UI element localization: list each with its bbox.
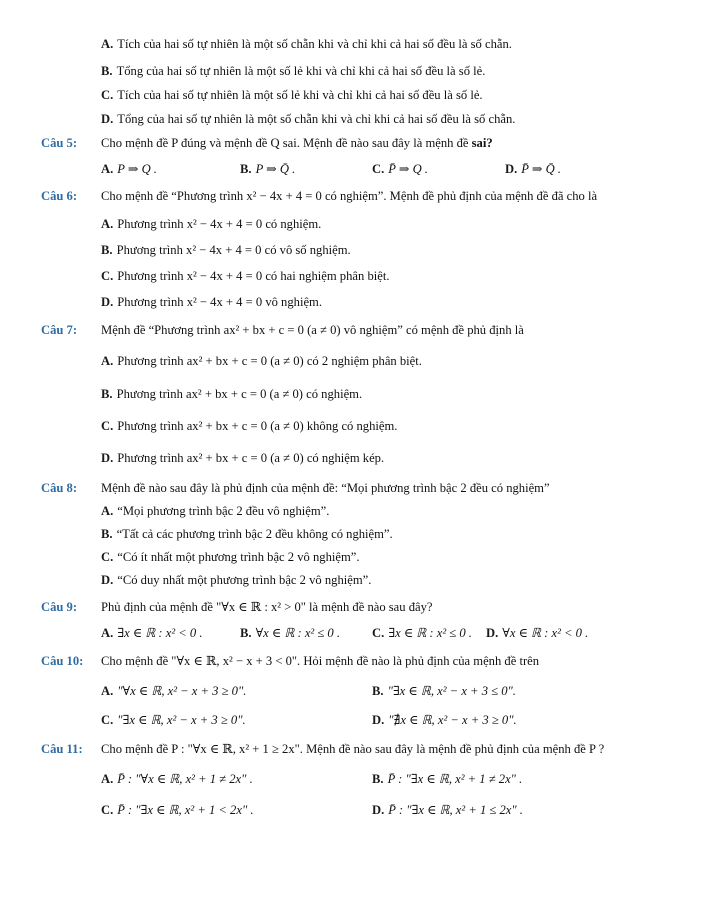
option-label: C. <box>101 803 114 817</box>
q9-option-c[interactable] <box>372 625 472 641</box>
option-text: "∀x ∈ ℝ, x² − x + 3 ≥ 0". <box>117 684 247 698</box>
q9-text: Phủ định của mệnh đề "∀x ∈ ℝ : x² > 0" là mệnh đề nào sau đây? <box>101 600 433 614</box>
q10-option-c[interactable] <box>101 712 246 728</box>
option-label: A. <box>101 354 114 368</box>
q8-option-b[interactable] <box>101 526 393 542</box>
option-label: B. <box>240 626 252 640</box>
q11-option-b[interactable] <box>372 771 522 787</box>
q11-option-d[interactable] <box>372 802 523 818</box>
option-text: Tổng của hai số tự nhiên là một số lẻ khi và chỉ khi cả hai số đều là số lẻ. <box>116 64 486 78</box>
option-label: C. <box>101 713 114 727</box>
option-text: "∄x ∈ ℝ, x² − x + 3 ≥ 0". <box>388 713 517 727</box>
option-label: B. <box>101 527 113 541</box>
option-label: D. <box>372 803 385 817</box>
q8-option-a[interactable] <box>101 503 329 519</box>
option-label: C. <box>101 419 114 433</box>
option-label: A. <box>101 772 114 786</box>
option-label: D. <box>505 162 518 176</box>
option-label: D. <box>101 112 114 126</box>
option-label: B. <box>101 387 113 401</box>
q6-option-b[interactable] <box>101 242 351 258</box>
q5-stem: Cho mệnh đề P đúng và mệnh đề Q sai. Mệnh đề nào sau đây là mệnh đề <box>101 136 469 150</box>
option-text: Phương trình x² − 4x + 4 = 0 có nghiệm. <box>117 217 322 231</box>
option-text: Phương trình ax² + bx + c = 0 (a ≠ 0) không có nghiệm. <box>117 419 398 433</box>
option-label: C. <box>101 88 114 102</box>
option-text: “Có ít nhất một phương trình bậc 2 vô nghiệm”. <box>117 550 360 564</box>
option-label: D. <box>101 295 114 309</box>
option-text: P̄ : "∃x ∈ ℝ, x² + 1 < 2x" . <box>117 803 254 817</box>
option-label: D. <box>101 451 114 465</box>
option-label: C. <box>101 550 114 564</box>
option-text: “Mọi phương trình bậc 2 đều vô nghiệm”. <box>117 504 330 518</box>
option-text: P̄ ⇒ Q . <box>388 162 428 176</box>
option-text: ∃x ∈ ℝ : x² ≤ 0 . <box>388 626 472 640</box>
option-text: Tích của hai số tự nhiên là một số lẻ khi và chỉ khi cả hai số đều là số lẻ. <box>117 88 483 102</box>
q7-option-b[interactable] <box>101 386 362 402</box>
option-label: B. <box>372 772 384 786</box>
option-text: Phương trình ax² + bx + c = 0 (a ≠ 0) có 2 nghiệm phân biệt. <box>117 354 422 368</box>
q7-option-a[interactable] <box>101 353 422 369</box>
option-text: P ⇒ Q̄ . <box>255 162 296 176</box>
q6-text: Cho mệnh đề “Phương trình x² − 4x + 4 = 0 có nghiệm”. Mệnh đề phủ định của mệnh đề đã cho là <box>101 189 598 203</box>
option-label: D. <box>372 713 385 727</box>
option-label: B. <box>101 64 113 78</box>
option-text: Phương trình ax² + bx + c = 0 (a ≠ 0) có nghiệm. <box>116 387 363 401</box>
prev-option-a <box>101 36 512 52</box>
option-label: C. <box>101 269 114 283</box>
option-text: P̄ : "∃x ∈ ℝ, x² + 1 ≠ 2x" . <box>387 772 523 786</box>
option-label: A. <box>101 162 114 176</box>
q11-label: Câu 11: <box>41 742 83 756</box>
option-label: A. <box>101 504 114 518</box>
prev-option-b <box>101 63 485 79</box>
q9-option-b[interactable] <box>240 625 340 641</box>
q5-option-b[interactable] <box>240 161 295 177</box>
option-label: D. <box>101 573 114 587</box>
q6-option-d[interactable] <box>101 294 322 310</box>
q7-option-d[interactable] <box>101 450 384 466</box>
q8-text: Mệnh đề nào sau đây là phủ định của mệnh đề: “Mọi phương trình bậc 2 đều có nghiệm” <box>101 481 550 495</box>
option-text: "∃x ∈ ℝ, x² − x + 3 ≥ 0". <box>117 713 246 727</box>
option-label: A. <box>101 37 114 51</box>
option-text: P̄ : "∃x ∈ ℝ, x² + 1 ≤ 2x" . <box>388 803 523 817</box>
option-text: "∃x ∈ ℝ, x² − x + 3 ≤ 0". <box>387 684 516 698</box>
q6-option-a[interactable] <box>101 216 321 232</box>
option-text: Phương trình ax² + bx + c = 0 (a ≠ 0) có nghiệm kép. <box>117 451 385 465</box>
option-label: B. <box>240 162 252 176</box>
q5-keyword: sai? <box>471 136 493 150</box>
option-text: Tổng của hai số tự nhiên là một số chẵn khi và chỉ khi cả hai số đều là số chẵn. <box>117 112 516 126</box>
option-label: A. <box>101 626 114 640</box>
q9-option-d[interactable] <box>486 625 588 641</box>
q7-label: Câu 7: <box>41 323 78 337</box>
q10-option-b[interactable] <box>372 683 516 699</box>
option-text: “Có duy nhất một phương trình bậc 2 vô nghiệm”. <box>117 573 372 587</box>
q9-option-a[interactable] <box>101 625 203 641</box>
q6-label: Câu 6: <box>41 189 78 203</box>
option-label: D. <box>486 626 499 640</box>
q5-option-d[interactable] <box>505 161 561 177</box>
option-label: A. <box>101 684 114 698</box>
option-text: Tích của hai số tự nhiên là một số chẵn khi và chỉ khi cả hai số đều là số chẵn. <box>117 37 512 51</box>
q10-option-d[interactable] <box>372 712 517 728</box>
option-text: ∀x ∈ ℝ : x² ≤ 0 . <box>255 626 341 640</box>
q8-option-d[interactable] <box>101 572 371 588</box>
option-label: C. <box>372 162 385 176</box>
q8-option-c[interactable] <box>101 549 359 565</box>
q10-label: Câu 10: <box>41 654 84 668</box>
q9-label: Câu 9: <box>41 600 78 614</box>
q11-text: Cho mệnh đề P : "∀x ∈ ℝ, x² + 1 ≥ 2x". Mệnh đề nào sau đây là mệnh đề phủ định của mệnh đề P ? <box>101 742 605 756</box>
option-text: P̄ : "∀x ∈ ℝ, x² + 1 ≠ 2x" . <box>117 772 253 786</box>
option-text: P ⇒ Q . <box>117 162 157 176</box>
q5-text <box>101 135 493 151</box>
q7-text: Mệnh đề “Phương trình ax² + bx + c = 0 (a ≠ 0) vô nghiệm” có mệnh đề phủ định là <box>101 323 524 337</box>
option-text: Phương trình x² − 4x + 4 = 0 có hai nghiệm phân biệt. <box>117 269 390 283</box>
option-text: Phương trình x² − 4x + 4 = 0 vô nghiệm. <box>117 295 322 309</box>
q8-label: Câu 8: <box>41 481 78 495</box>
option-text: ∃x ∈ ℝ : x² < 0 . <box>117 626 203 640</box>
option-label: B. <box>372 684 384 698</box>
q6-option-c[interactable] <box>101 268 389 284</box>
q10-text: Cho mệnh đề "∀x ∈ ℝ, x² − x + 3 < 0". Hỏi mệnh đề nào là phủ định của mệnh đề trên <box>101 654 540 668</box>
prev-option-d <box>101 111 515 127</box>
q7-option-c[interactable] <box>101 418 397 434</box>
option-label: A. <box>101 217 114 231</box>
option-text: Phương trình x² − 4x + 4 = 0 có vô số nghiệm. <box>116 243 351 257</box>
option-label: B. <box>101 243 113 257</box>
option-text: ∀x ∈ ℝ : x² < 0 . <box>502 626 589 640</box>
q5-option-a[interactable] <box>101 161 157 177</box>
q10-option-a[interactable] <box>101 683 246 699</box>
q11-option-c[interactable] <box>101 802 254 818</box>
option-text: P̄ ⇒ Q̄ . <box>521 162 561 176</box>
q11-option-a[interactable] <box>101 771 253 787</box>
option-text: “Tất cả các phương trình bậc 2 đều không có nghiệm”. <box>116 527 393 541</box>
prev-option-c <box>101 87 483 103</box>
option-label: C. <box>372 626 385 640</box>
q5-label: Câu 5: <box>41 136 78 150</box>
q5-option-c[interactable] <box>372 161 428 177</box>
